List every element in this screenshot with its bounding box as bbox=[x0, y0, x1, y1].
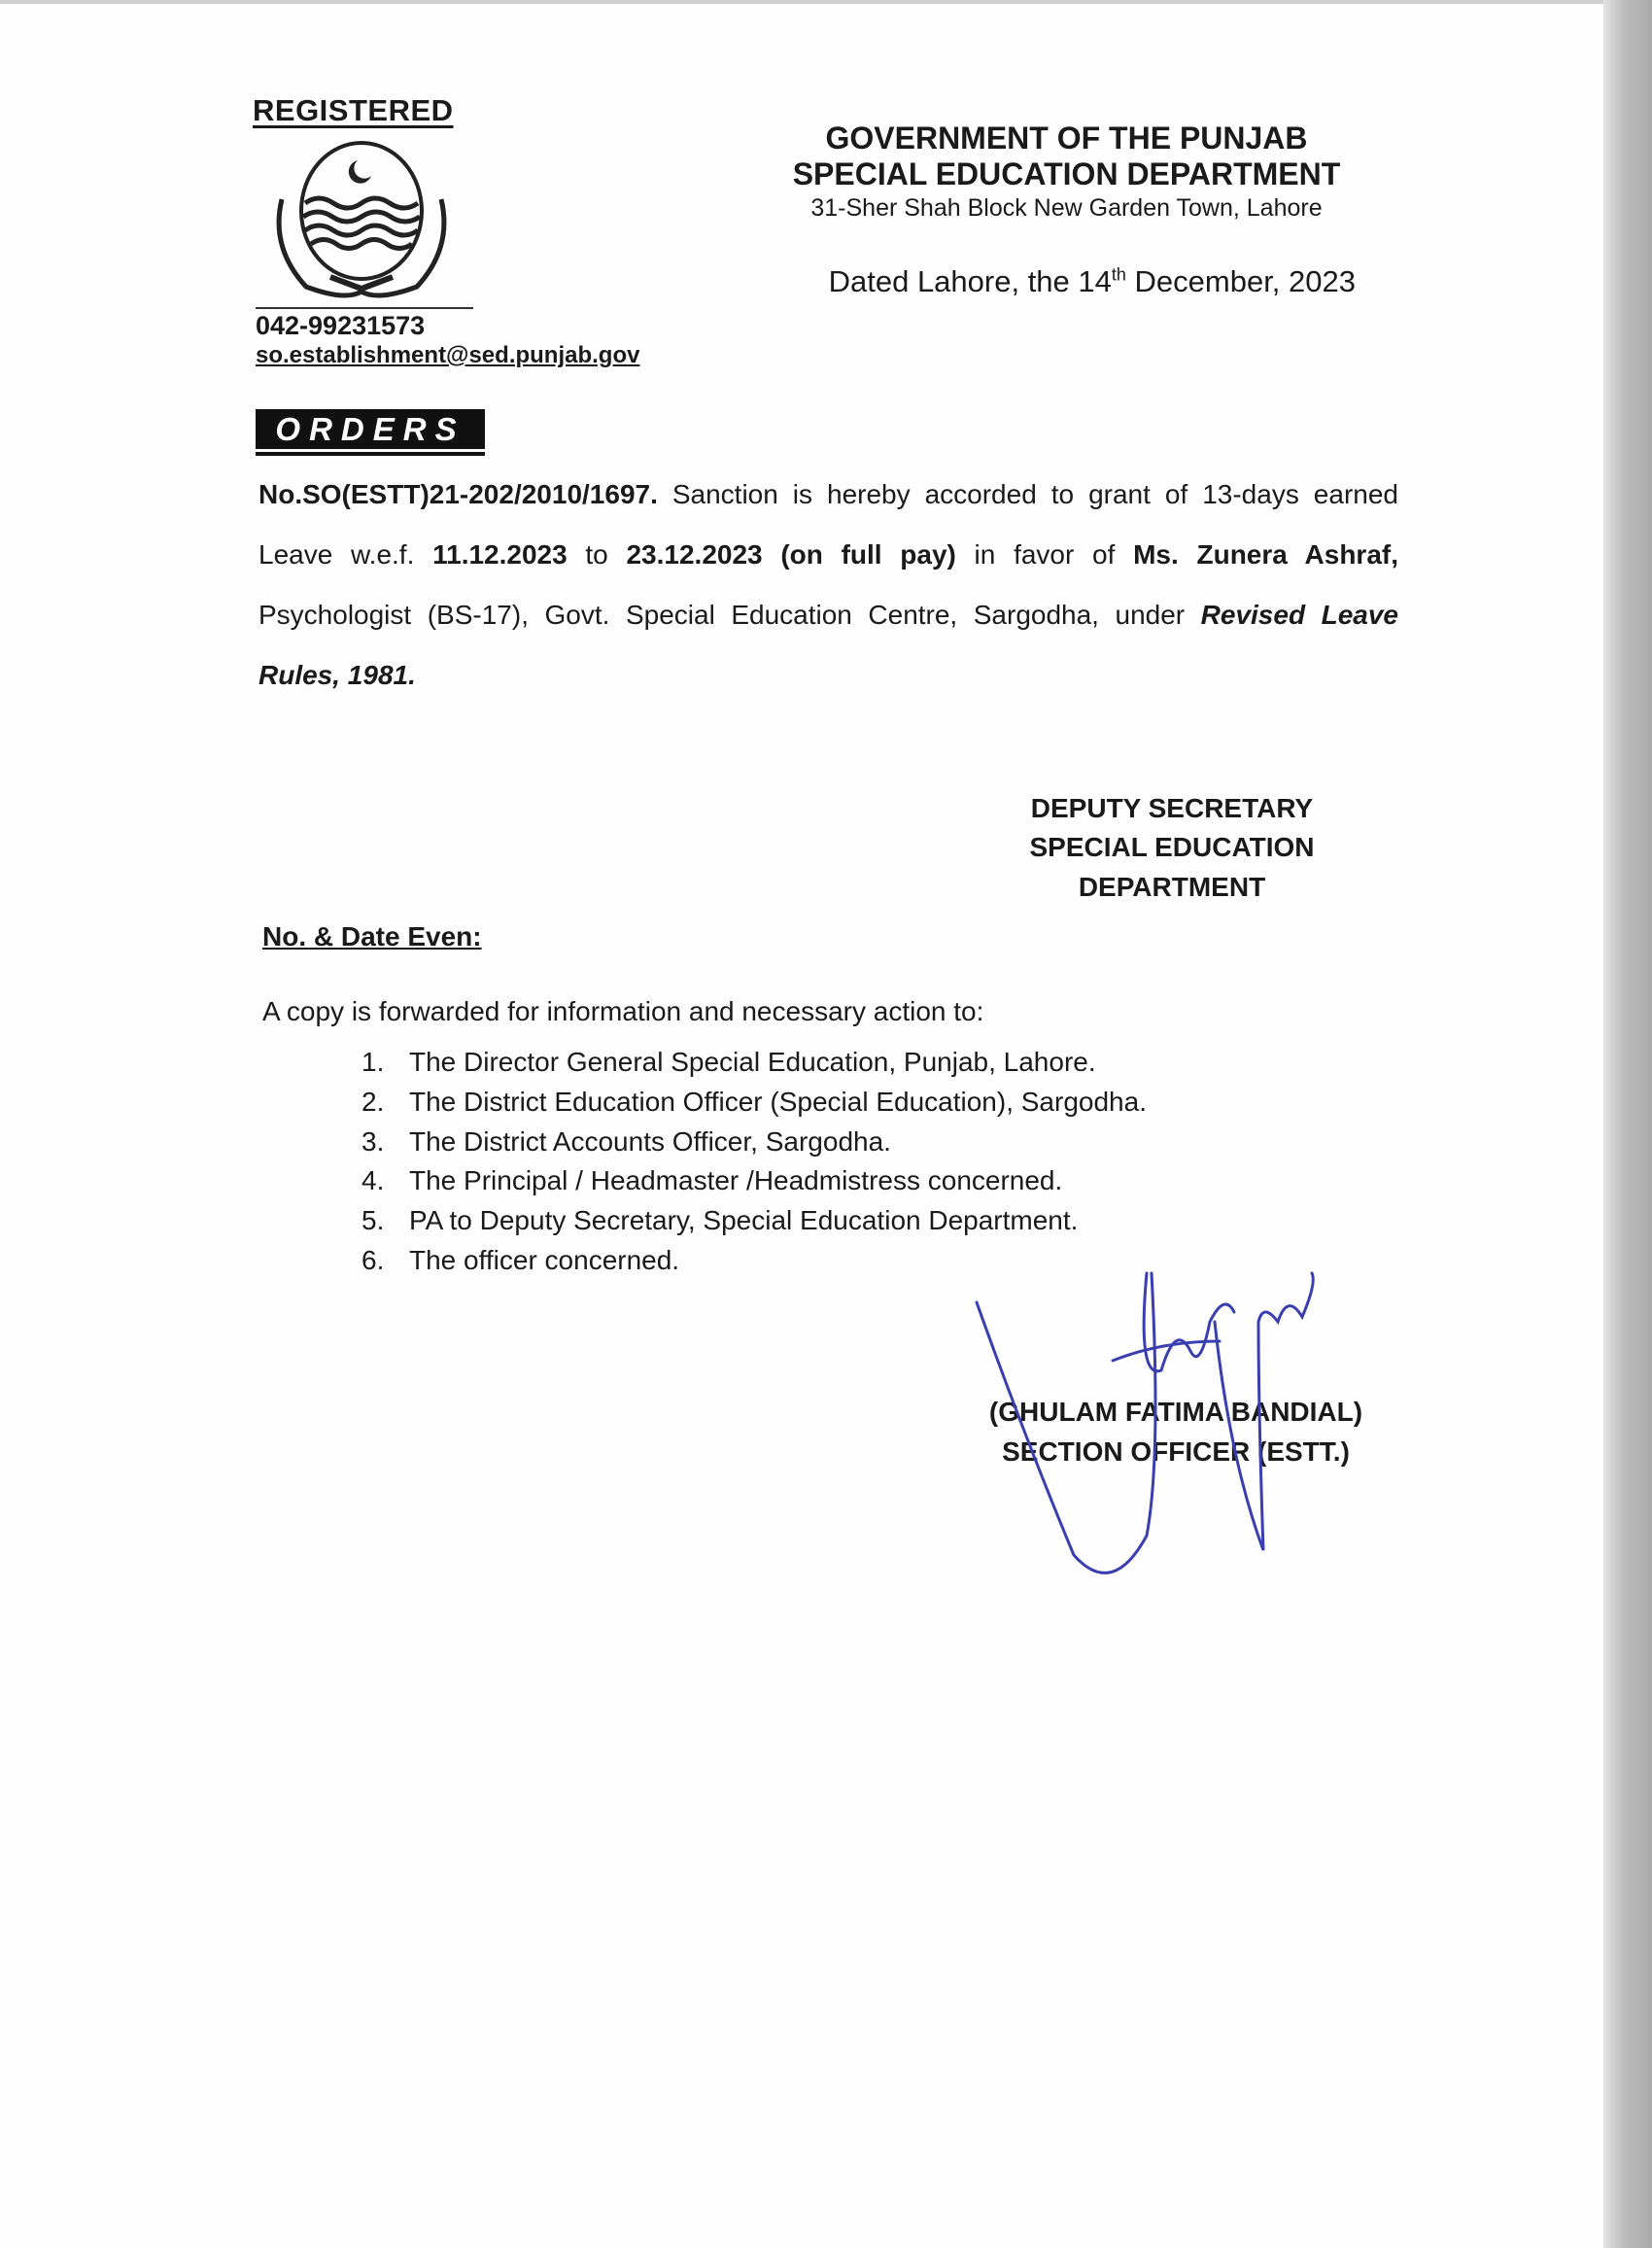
date-superscript: th bbox=[1111, 264, 1126, 285]
signatory-line: DEPARTMENT bbox=[1078, 872, 1266, 902]
item-text: The District Education Officer (Special Education), Sargodha. bbox=[409, 1086, 1147, 1117]
leave-rules: Revised Leave Rules, 1981. bbox=[258, 600, 1398, 690]
order-text: in favor of bbox=[955, 539, 1134, 570]
signatory-line: SPECIAL EDUCATION bbox=[1029, 832, 1315, 862]
item-text: The Director General Special Education, Punjab, Lahore. bbox=[409, 1047, 1096, 1077]
item-number: 5. bbox=[361, 1205, 385, 1236]
leave-from-date: 11.12.2023 bbox=[432, 539, 568, 570]
employee-name: Ms. Zunera Ashraf, bbox=[1133, 539, 1398, 570]
section-officer-title: SECTION OFFICER (ESTT.) bbox=[1002, 1436, 1350, 1467]
divider bbox=[256, 307, 473, 309]
section-officer-name: (GHULAM FATIMA BANDIAL) bbox=[988, 1397, 1363, 1427]
list-item bbox=[361, 1087, 1147, 1126]
scan-right-edge bbox=[1603, 0, 1652, 2248]
scan-top-edge bbox=[0, 0, 1603, 4]
government-title: GOVERNMENT OF THE PUNJAB bbox=[825, 121, 1308, 156]
item-number: 1. bbox=[361, 1047, 385, 1077]
phone-number: 042-99231573 bbox=[256, 311, 426, 340]
signatory-line: DEPUTY SECRETARY bbox=[1030, 793, 1314, 823]
leave-to-date: 23.12.2023 bbox=[626, 539, 763, 570]
item-number: 3. bbox=[361, 1125, 385, 1157]
item-text: The Principal / Headmaster /Headmistress concerned. bbox=[409, 1165, 1063, 1196]
order-reference: No.SO(ESTT)21-202/2010/1697. bbox=[258, 479, 658, 509]
item-text: The officer concerned. bbox=[409, 1244, 680, 1275]
orders-heading: ORDERS bbox=[256, 409, 485, 452]
order-text: Psychologist (BS-17), Govt. Special Education Centre, Sargodha, under bbox=[258, 600, 1201, 630]
order-text: to bbox=[567, 539, 627, 570]
email-link[interactable]: so.establishment@sed.punjab.gov bbox=[256, 342, 640, 368]
list-item bbox=[361, 1205, 1147, 1245]
list-item bbox=[361, 1047, 1147, 1087]
date-suffix: December, 2023 bbox=[1125, 264, 1356, 298]
item-number: 4. bbox=[361, 1165, 385, 1196]
item-text: PA to Deputy Secretary, Special Education Department. bbox=[409, 1205, 1079, 1236]
list-item bbox=[361, 1126, 1147, 1166]
distribution-list bbox=[361, 1047, 1147, 1285]
copy-intro: A copy is forwarded for information and necessary action to: bbox=[262, 996, 984, 1026]
pay-status: (on full pay) bbox=[762, 539, 956, 570]
item-text: The District Accounts Officer, Sargodha. bbox=[409, 1125, 891, 1157]
punjab-emblem-icon bbox=[262, 141, 462, 304]
date-prefix: Dated Lahore, the 14 bbox=[828, 264, 1112, 298]
item-number: 2. bbox=[361, 1086, 385, 1117]
order-paragraph bbox=[258, 465, 1398, 706]
item-number: 6. bbox=[361, 1244, 385, 1275]
no-date-even: No. & Date Even: bbox=[262, 921, 482, 951]
department-title: SPECIAL EDUCATION DEPARTMENT bbox=[792, 156, 1341, 191]
handwritten-signature-icon bbox=[967, 1263, 1326, 1594]
registered-label: REGISTERED bbox=[253, 93, 454, 127]
date-line bbox=[758, 264, 1356, 299]
list-item bbox=[361, 1165, 1147, 1205]
order-text: Sanction is hereby accorded to grant of 13-days earned Leave w.e.f. bbox=[258, 479, 1398, 570]
department-address: 31-Sher Shah Block New Garden Town, Lahore bbox=[810, 194, 1323, 222]
